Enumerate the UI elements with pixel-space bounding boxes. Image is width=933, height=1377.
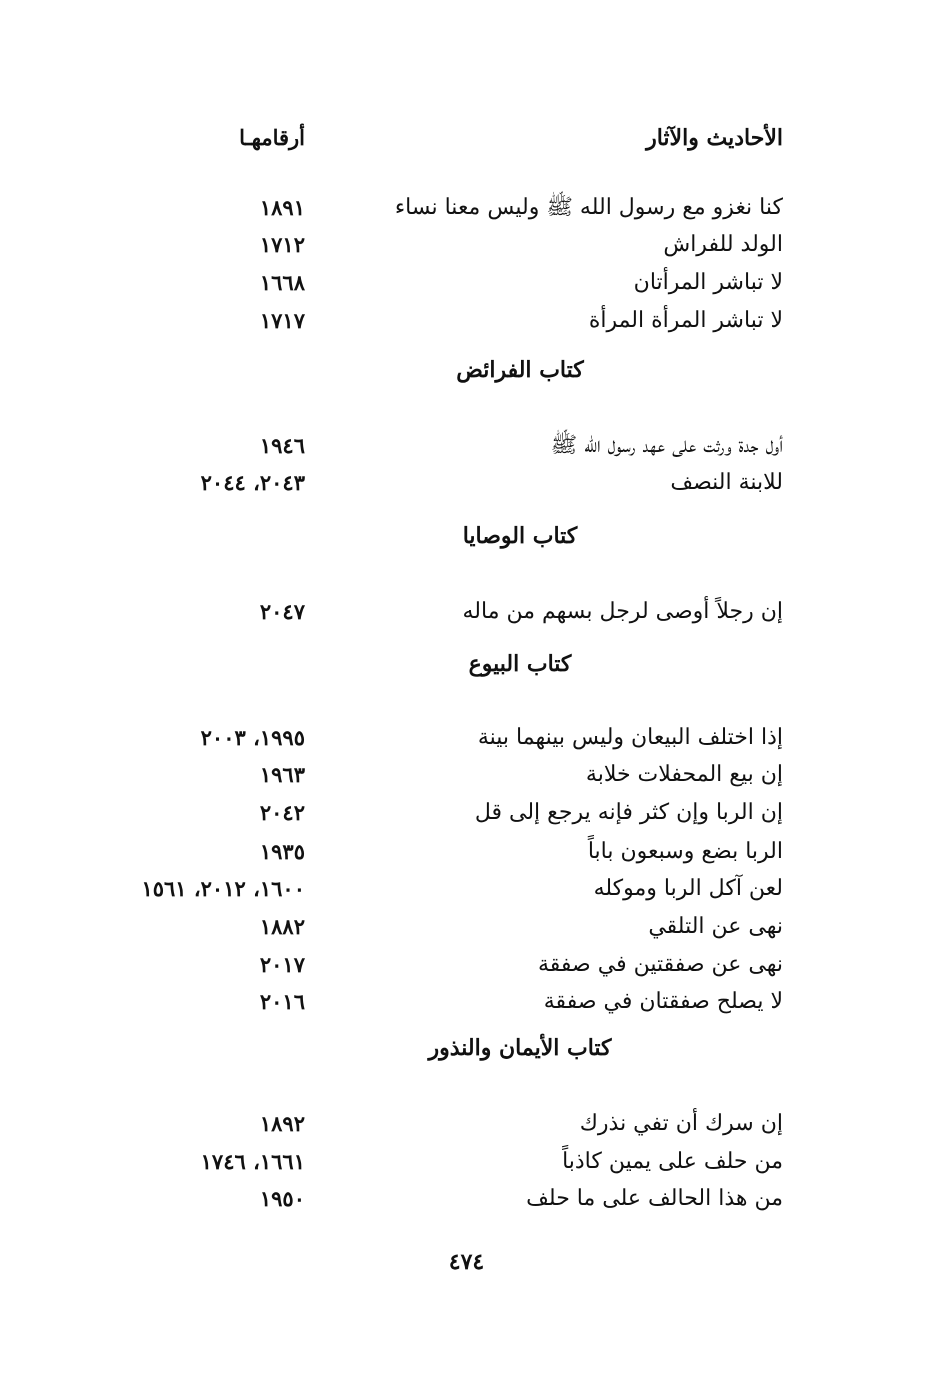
list-item	[0, 1179, 933, 1219]
list-item	[0, 832, 933, 872]
list-item	[0, 869, 933, 909]
hadith-text: إن الربا وإن كثر فإنه يرجع إلى قل	[474, 800, 783, 825]
hadith-text: لعن آكل الربا وموكله	[593, 876, 783, 901]
hadith-numbers: ١٧١٢	[259, 232, 305, 257]
list-item	[0, 982, 933, 1022]
hadith-text: إن بيع المحفلات خلابة	[585, 762, 783, 787]
hadith-text: للابنة النصف	[670, 470, 783, 495]
hadith-numbers: ٢٠٤٣، ٢٠٤٤	[200, 470, 305, 495]
hadith-text: نهى عن صفقتين في صفقة	[538, 952, 783, 977]
hadith-text: إن سرك أن تفي نذرك	[579, 1111, 783, 1136]
list-item	[0, 907, 933, 947]
hadith-text: إذا اختلف البيعان وليس بينهما بينة	[477, 725, 783, 750]
list-item	[0, 263, 933, 303]
hadith-numbers: ١٦٠٠، ٢٠١٢، ١٥٦١	[141, 876, 305, 901]
section-title: كتاب الأيمان والنذور	[428, 1035, 612, 1061]
hadith-text: أول جدة ورثت على عهد رسول الله ﷺ	[550, 433, 783, 458]
hadith-numbers: ١٨٩١	[259, 195, 305, 220]
hadith-text: لا تباشر المرأتان	[633, 270, 783, 295]
list-item	[0, 1142, 933, 1182]
hadith-numbers: ٢٠١٦	[259, 989, 305, 1014]
page-number: ٤٧٤	[448, 1249, 485, 1275]
hadith-text: من حلف على يمين كاذباً	[562, 1149, 783, 1174]
header-row	[0, 118, 933, 158]
section-title: كتاب الفرائض	[456, 357, 584, 383]
hadith-text: الربا بضع وسبعون باباً	[587, 839, 783, 864]
hadith-numbers: ٢٠٤٧	[259, 599, 305, 624]
hadith-numbers: ١٧١٧	[259, 308, 305, 333]
hadith-text: من هذا الحالف على ما حلف	[526, 1186, 783, 1211]
hadith-numbers: ١٦٦١، ١٧٤٦	[200, 1149, 305, 1174]
hadith-numbers: ١٩٥٠	[259, 1186, 305, 1211]
hadith-numbers: ١٩٤٦	[259, 433, 305, 458]
hadith-text: الولد للفراش	[663, 232, 783, 257]
hadith-text: إن رجلاً أوصى لرجل بسهم من ماله	[462, 599, 783, 624]
list-item	[0, 188, 933, 228]
list-item	[0, 225, 933, 265]
list-item	[0, 793, 933, 833]
hadith-numbers: ٢٠٤٢	[259, 800, 305, 825]
list-item	[0, 592, 933, 632]
header-numbers: أرقامهـا	[239, 125, 305, 150]
hadith-numbers: ١٩٦٣	[259, 762, 305, 787]
hadith-numbers: ١٩٣٥	[259, 839, 305, 864]
list-item	[0, 755, 933, 795]
hadith-text: كنا نغزو مع رسول الله ﷺ وليس معنا نساء	[394, 195, 783, 220]
list-item	[0, 945, 933, 985]
header-title: الأحاديث والآثار	[646, 125, 783, 151]
hadith-text: لا يصلح صفقتان في صفقة	[543, 989, 783, 1014]
hadith-numbers: ١٨٨٢	[259, 914, 305, 939]
hadith-text: نهى عن التلقي	[648, 914, 783, 939]
hadith-numbers: ١٨٩٢	[259, 1111, 305, 1136]
hadith-text: لا تباشر المرأة المرأة	[588, 308, 783, 333]
list-item	[0, 1104, 933, 1144]
list-item	[0, 301, 933, 341]
section-title: كتاب الوصايا	[462, 523, 578, 549]
list-item	[0, 463, 933, 503]
list-item	[0, 426, 933, 466]
section-title: كتاب البيوع	[468, 651, 572, 677]
hadith-numbers: ١٩٩٥، ٢٠٠٣	[200, 725, 305, 750]
hadith-numbers: ١٦٦٨	[259, 270, 305, 295]
hadith-numbers: ٢٠١٧	[259, 952, 305, 977]
list-item	[0, 718, 933, 758]
